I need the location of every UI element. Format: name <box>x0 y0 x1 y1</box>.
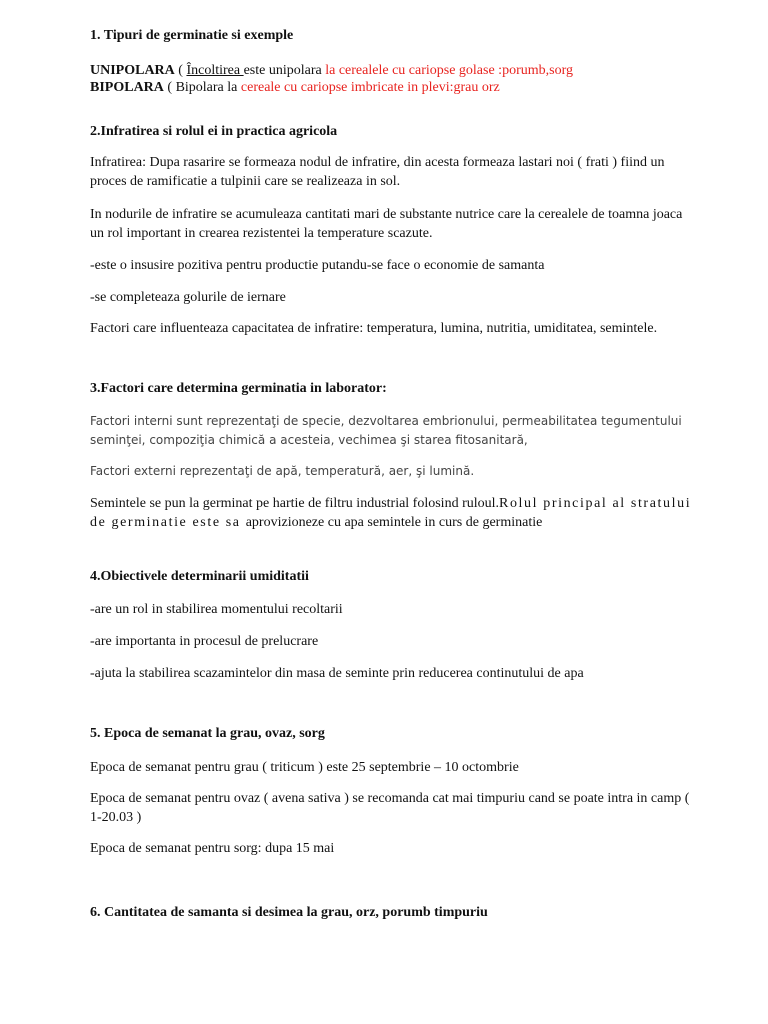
unipolara-text: este unipolara <box>243 63 326 78</box>
section-2-heading: 2.Infratirea si rolul ei in practica agricola <box>90 124 338 139</box>
section-5-heading: 5. Epoca de semanat la grau, ovaz, sorg <box>90 726 325 741</box>
incoltirea-word: Încoltirea <box>186 63 244 78</box>
unipolara-label: UNIPOLARA <box>90 63 175 78</box>
bipolara-red-text: cereale cu cariopse imbricate in plevi:grau orz <box>240 80 500 95</box>
germinat-text: Semintele se pun la germinat pe hartie de filtru industrial folosind ruloul. <box>90 496 500 511</box>
germinat-paragraph <box>90 494 698 532</box>
umiditate-obiectiv-3: -ajuta la stabilirea scazamintelor din masa de seminte prin reducerea continutului de apa <box>90 666 584 681</box>
factori-externi-line: Factori externi reprezentaţi de apă, temperatură, aer, şi lumină. <box>90 464 475 478</box>
epoca-grau-line: Epoca de semanat pentru grau ( triticum ) este 25 septembrie – 10 octombrie <box>90 760 519 775</box>
aprovizioneze-text: aprovizioneze cu apa semintele in curs de germinatie <box>245 515 543 530</box>
epoca-ovaz-paragraph: Epoca de semanat pentru ovaz ( avena sativa ) se recomanda cat mai timpuriu cand se poate intra in camp ( 1-20.03 ) <box>90 791 690 825</box>
factori-interni-paragraph: Factori interni sunt reprezentaţi de specie, dezvoltarea embrionului, permeabilitatea tegumentului seminţei, compoziţia chimică a acesteia, vechimea şi starea fitosanitară, <box>90 414 682 447</box>
rol-strat-text: Rolul principal al stratului de germinatie este sa <box>90 496 692 530</box>
unipolara-open: ( <box>174 63 187 78</box>
bipolara-text: ( Bipolara la <box>163 80 241 95</box>
noduri-paragraph: In nodurile de infratire se acumuleaza cantitati mari de substante nutrice care la cerealele de toamna joaca un rol important in crearea rezistentei la temperature scazute. <box>90 207 683 241</box>
umiditate-obiectiv-1: -are un rol in stabilirea momentului recoltarii <box>90 602 343 617</box>
insusire-line: -este o insusire pozitiva pentru productie putandu-se face o economie de samanta <box>90 258 545 273</box>
epoca-sorg-line: Epoca de semanat pentru sorg: dupa 15 mai <box>90 841 335 856</box>
unipolara-red-text: la cerealele cu cariopse golase :porumb,sorg <box>325 63 573 78</box>
section-6-heading: 6. Cantitatea de samanta si desimea la grau, orz, porumb timpuriu <box>90 905 488 920</box>
factori-infratire-line: Factori care influenteaza capacitatea de infratire: temperatura, lumina, nutritia, umiditatea, semintele. <box>90 321 658 336</box>
section-4-heading: 4.Obiectivele determinarii umiditatii <box>90 569 309 584</box>
section-1-heading: 1. Tipuri de germinatie si exemple <box>90 28 294 43</box>
bipolara-line <box>90 78 698 97</box>
umiditate-obiectiv-2: -are importanta in procesul de prelucrare <box>90 634 319 649</box>
section-3-heading: 3.Factori care determina germinatia in laborator: <box>90 381 387 396</box>
infratirea-paragraph: Infratirea: Dupa rasarire se formeaza nodul de infratire, din acesta formeaza lastari noi ( frati ) fiind un proces de ramificatie a tulpinii care se realizeaza in sol. <box>90 155 665 189</box>
bipolara-label: BIPOLARA <box>90 80 164 95</box>
goluri-line: -se completeaza golurile de iernare <box>90 290 286 305</box>
